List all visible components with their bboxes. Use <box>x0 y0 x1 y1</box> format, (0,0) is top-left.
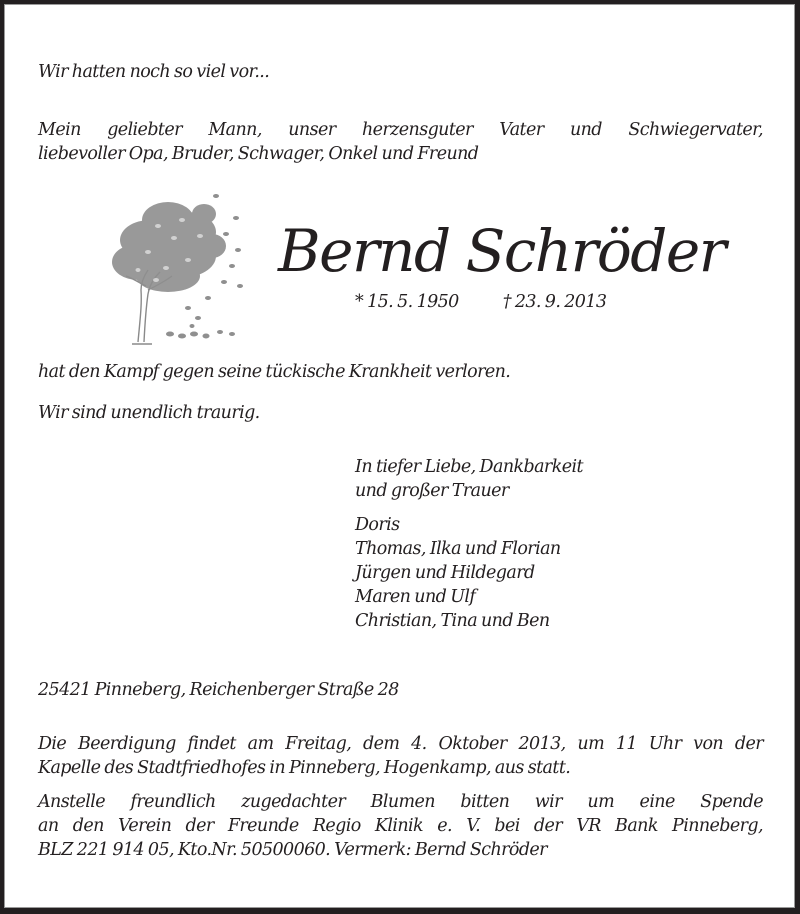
closing-line-1: In tiefer Liebe, Dankbarkeit <box>355 457 583 477</box>
mourner: Christian, Tina und Ben <box>355 611 550 631</box>
funeral-line-2: Kapelle des Stadtfriedhofes in Pinneberg, Hogenkamp, aus statt. <box>38 758 571 778</box>
birth-date: * 15. 5. 1950 <box>355 292 459 312</box>
intro-line-1: Mein geliebter Mann, unser herzensguter Vater und Schwiegervater, <box>38 120 763 140</box>
address-line: 25421 Pinneberg, Reichenberger Straße 28 <box>38 680 399 700</box>
donation-line-3: BLZ 221 914 05, Kto.Nr. 50500060. Vermerk: Bernd Schröder <box>38 840 547 860</box>
closing-words <box>355 455 583 503</box>
mourners-list <box>355 513 561 633</box>
intro-line-2: liebevoller Opa, Bruder, Schwager, Onkel und Freund <box>38 144 479 164</box>
mourner: Maren und Ulf <box>355 587 476 607</box>
tree-with-falling-leaves-icon <box>108 190 248 350</box>
obituary-notice <box>4 4 795 908</box>
mourner: Thomas, Ilka und Florian <box>355 539 561 559</box>
statement-line: hat den Kampf gegen seine tückische Krankheit verloren. <box>38 362 511 382</box>
life-dates <box>355 290 606 314</box>
grief-line: Wir sind unendlich traurig. <box>38 403 260 423</box>
mourner: Doris <box>355 515 400 535</box>
closing-line-2: und großer Trauer <box>355 481 509 501</box>
deceased-name: Bernd Schröder <box>278 217 725 285</box>
opening-line: Wir hatten noch so viel vor... <box>38 62 270 82</box>
donation-line-1: Anstelle freundlich zugedachter Blumen bitten wir um eine Spende <box>38 792 763 812</box>
death-date: † 23. 9. 2013 <box>502 292 607 312</box>
funeral-line-1: Die Beerdigung findet am Freitag, dem 4. Oktober 2013, um 11 Uhr von der <box>38 734 763 754</box>
mourner: Jürgen und Hildegard <box>355 563 535 583</box>
donation-line-2: an den Verein der Freunde Regio Klinik e. V. bei der VR Bank Pinneberg, <box>38 816 763 836</box>
obituary-frame <box>4 4 795 908</box>
